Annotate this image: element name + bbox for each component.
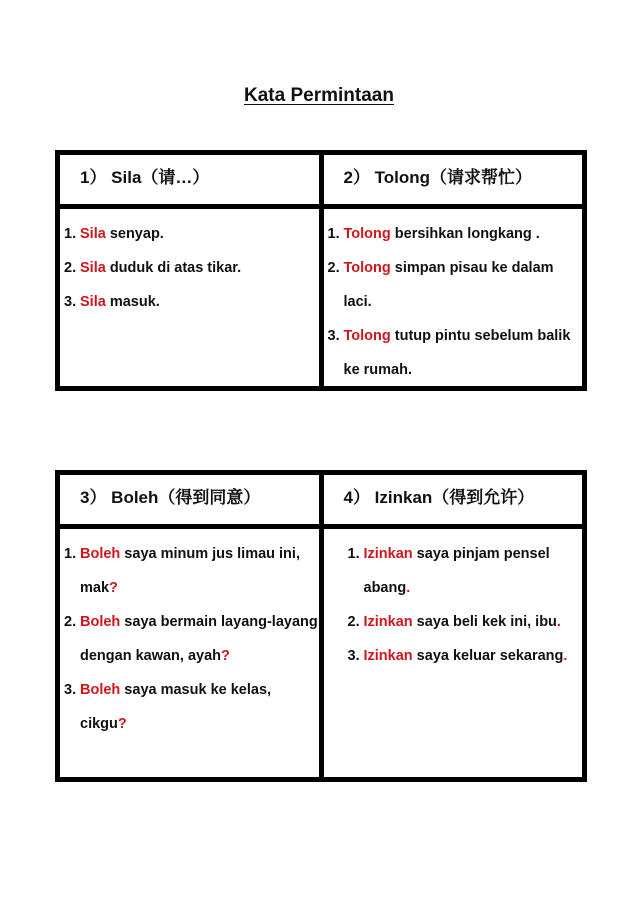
keyword: Sila bbox=[80, 260, 106, 276]
item-text bbox=[80, 673, 319, 741]
keyword: Izinkan bbox=[363, 648, 413, 664]
list-item bbox=[328, 319, 583, 387]
item-number: 3. bbox=[327, 328, 340, 344]
item-text bbox=[364, 639, 583, 673]
heading-tolong: 2） Tolong（请求帮忙） bbox=[323, 154, 584, 205]
examples-tolong bbox=[323, 208, 584, 387]
item-text bbox=[364, 537, 583, 605]
item-text bbox=[364, 605, 583, 639]
item-number: 3. bbox=[347, 648, 360, 664]
list-item bbox=[64, 605, 319, 673]
item-number: 2. bbox=[64, 614, 77, 630]
item-number: 1. bbox=[327, 226, 340, 242]
list-item bbox=[348, 537, 583, 605]
list-item bbox=[64, 285, 319, 319]
list-item bbox=[64, 537, 319, 605]
heading-boleh: 3） Boleh（得到同意） bbox=[59, 474, 320, 525]
list-item bbox=[348, 639, 583, 673]
item-text bbox=[80, 251, 319, 285]
item-number: 1. bbox=[64, 546, 77, 562]
keyword: Izinkan bbox=[363, 546, 413, 562]
sentence: tutup pintu sebelum balik ke rumah. bbox=[343, 328, 571, 378]
sentence: masuk. bbox=[105, 294, 160, 310]
item-text bbox=[344, 217, 583, 251]
item-text bbox=[344, 319, 583, 387]
keyword: Tolong bbox=[343, 328, 391, 344]
examples-sila bbox=[59, 208, 320, 387]
item-number: 3. bbox=[64, 294, 77, 310]
keyword: Sila bbox=[80, 294, 106, 310]
punctuation: ? bbox=[221, 648, 230, 664]
item-number: 3. bbox=[64, 682, 77, 698]
table-top bbox=[55, 150, 587, 391]
item-text bbox=[344, 251, 583, 319]
sentence: duduk di atas tikar. bbox=[105, 260, 242, 276]
sentence: saya masuk ke kelas, cikgu bbox=[80, 682, 272, 732]
punctuation: . bbox=[556, 614, 561, 630]
keyword: Tolong bbox=[343, 226, 391, 242]
heading-izinkan: 4） Izinkan（得到允许） bbox=[323, 474, 584, 525]
item-text bbox=[80, 285, 319, 319]
keyword: Boleh bbox=[80, 682, 121, 698]
item-number: 2. bbox=[347, 614, 360, 630]
keyword: Boleh bbox=[80, 614, 121, 630]
sentence: senyap. bbox=[105, 226, 164, 242]
page-title: Kata Permintaan bbox=[244, 85, 394, 106]
list-item bbox=[64, 217, 319, 251]
sentence: saya beli kek ini, ibu bbox=[412, 614, 557, 630]
keyword: Sila bbox=[80, 226, 106, 242]
sentence: bersihkan longkang . bbox=[390, 226, 540, 242]
heading-sila: 1） Sila（请…） bbox=[59, 154, 320, 205]
sentence: saya keluar sekarang bbox=[412, 648, 564, 664]
keyword: Tolong bbox=[343, 260, 391, 276]
item-text bbox=[80, 217, 319, 251]
item-number: 1. bbox=[347, 546, 360, 562]
item-number: 1. bbox=[64, 226, 77, 242]
item-text bbox=[80, 537, 319, 605]
punctuation: ? bbox=[117, 716, 127, 732]
sentence: saya pinjam pensel abang bbox=[363, 546, 550, 596]
list-item bbox=[328, 251, 583, 319]
list-item bbox=[348, 605, 583, 639]
punctuation: . bbox=[406, 580, 411, 596]
table-bottom bbox=[55, 470, 587, 782]
examples-izinkan bbox=[323, 528, 584, 778]
list-item bbox=[64, 673, 319, 741]
sentence: saya minum jus limau ini, mak bbox=[80, 546, 300, 596]
punctuation: ? bbox=[109, 580, 118, 596]
item-number: 2. bbox=[64, 260, 77, 276]
sentence: simpan pisau ke dalam laci. bbox=[343, 260, 554, 310]
examples-boleh bbox=[59, 528, 320, 778]
keyword: Izinkan bbox=[363, 614, 413, 630]
item-text bbox=[80, 605, 319, 673]
list-item bbox=[328, 217, 583, 251]
keyword: Boleh bbox=[80, 546, 121, 562]
sentence: saya bermain layang-layang dengan kawan, ayah bbox=[80, 614, 318, 664]
item-number: 2. bbox=[327, 260, 340, 276]
list-item bbox=[64, 251, 319, 285]
punctuation: . bbox=[563, 648, 568, 664]
